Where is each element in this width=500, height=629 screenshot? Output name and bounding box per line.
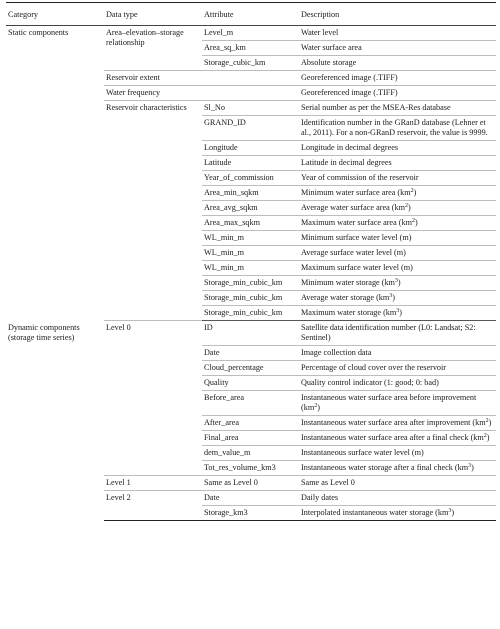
header-attribute: Attribute: [202, 3, 299, 26]
datatype-level1-text: Level 1: [106, 478, 131, 487]
description-cell: Maximum water surface area $(km^2)$: [299, 216, 496, 231]
attribute-cell: [202, 71, 299, 86]
attribute-cell-text: ID: [204, 323, 213, 332]
attribute-cell: [202, 171, 299, 186]
attribute-cell-text: Area_min_sqkm: [204, 188, 259, 197]
attribute-cell: [202, 446, 299, 461]
attribute-cell-text: Before_area: [204, 393, 244, 402]
description-cell: Instantaneous water surface area after improvement $(km^2)$: [299, 416, 496, 431]
attribute-cell-text: Sl_No: [204, 103, 225, 112]
superscript: 2: [483, 433, 487, 439]
data-attributes-table: [6, 2, 496, 521]
superscript: 2: [410, 188, 414, 194]
attribute-cell: [202, 431, 299, 446]
superscript: 3: [394, 278, 398, 284]
description-cell-text: Absolute storage: [301, 58, 357, 67]
datatype-characteristics: [104, 101, 202, 321]
description-cell-text: Maximum water storage (km: [301, 308, 397, 317]
superscript: 2: [485, 418, 489, 424]
attribute-cell-text: Level_m: [204, 28, 234, 37]
description-cell: Instantaneous water surface area before improvement $(km^2)$: [299, 391, 496, 416]
description-cell-text: Same as Level 0: [301, 478, 355, 487]
datatype-frequency-text: Water frequency: [106, 88, 161, 97]
attribute-cell-text: WL_min_m: [204, 233, 245, 242]
description-cell-text: Instantaneous water surface area before improvement (km: [301, 393, 477, 412]
attribute-cell: [202, 506, 299, 521]
description-cell-text: Maximum water surface area (km: [301, 218, 412, 227]
description-cell: [299, 86, 496, 101]
superscript: 3: [468, 463, 472, 469]
superscript: 3: [389, 293, 393, 299]
datatype-extent-text: Reservoir extent: [106, 73, 160, 82]
description-cell: Instantaneous water storage after a final check $(km^3)$: [299, 461, 496, 476]
description-cell: [299, 116, 496, 141]
attribute-cell: [202, 56, 299, 71]
description-cell: Maximum water storage $(km^3)$: [299, 306, 496, 321]
description-cell-text: Image collection data: [301, 348, 372, 357]
attribute-cell: [202, 101, 299, 116]
attribute-cell: [202, 361, 299, 376]
description-cell: [299, 26, 496, 41]
description-cell-text: Georeferenced image (.TIFF): [301, 73, 398, 82]
superscript: 2: [404, 203, 408, 209]
category-static: [6, 26, 104, 321]
header-category: Category: [6, 3, 104, 26]
description-cell-text: Minimum water storage (km: [301, 278, 395, 287]
attribute-cell: [202, 321, 299, 346]
attribute-cell-text: Storage_cubic_km: [204, 58, 266, 67]
description-cell-text: Percentage of cloud cover over the reservoir: [301, 363, 447, 372]
table-body: [6, 26, 496, 521]
attribute-cell: [202, 231, 299, 246]
description-cell: Minimum water storage $(km^3)$: [299, 276, 496, 291]
attribute-cell-text: Same as Level 0: [204, 478, 258, 487]
attribute-cell-text: Storage_min_cubic_km: [204, 278, 283, 287]
attribute-cell-text: Quality: [204, 378, 229, 387]
attribute-cell: [202, 201, 299, 216]
description-cell: Instantaneous water surface area after a final check $(km^2)$: [299, 431, 496, 446]
attribute-cell-text: Longitude: [204, 143, 238, 152]
superscript: 3: [448, 508, 452, 514]
description-cell-text: Serial number as per the MSEA-Res database: [301, 103, 451, 112]
description-cell: [299, 71, 496, 86]
datatype-aer-text: Area–elevation–storage relationship: [106, 28, 184, 47]
description-cell-text: Instantaneous water storage after a final check (km: [301, 463, 469, 472]
attribute-cell-text: Area_avg_sqkm: [204, 203, 258, 212]
datatype-aer: [104, 26, 202, 71]
category-dynamic: [6, 321, 104, 521]
datatype-level0-text: Level 0: [106, 323, 131, 332]
description-cell: [299, 141, 496, 156]
table-row: [6, 26, 496, 41]
attribute-cell: [202, 246, 299, 261]
datatype-extent: [104, 71, 202, 86]
description-cell-text: Instantaneous water surface area after a final check (km: [301, 433, 484, 442]
description-cell: Interpolated instantaneous water storage $(km^3)$: [299, 506, 496, 521]
description-cell-text: Interpolated instantaneous water storage (km: [301, 508, 449, 517]
description-cell-text: Water surface area: [301, 43, 362, 52]
datatype-characteristics-text: Reservoir characteristics: [106, 103, 187, 112]
description-cell: [299, 476, 496, 491]
attribute-cell-text: Area_sq_km: [204, 43, 246, 52]
datatype-level1: [104, 476, 202, 491]
superscript: 2: [411, 218, 415, 224]
description-cell: [299, 231, 496, 246]
attribute-cell: [202, 216, 299, 231]
attribute-cell: [202, 376, 299, 391]
attribute-cell-text: Tot_res_volume_km3: [204, 463, 276, 472]
attribute-cell: [202, 141, 299, 156]
description-cell-text: Latitude in decimal degrees: [301, 158, 392, 167]
description-cell-text: Georeferenced image (.TIFF): [301, 88, 398, 97]
attribute-cell-text: Date: [204, 348, 220, 357]
description-cell-text: Year of commission of the reservoir: [301, 173, 419, 182]
description-cell-text: Daily dates: [301, 493, 339, 502]
attribute-cell: [202, 156, 299, 171]
description-cell-text: Average water surface area (km: [301, 203, 405, 212]
description-cell: [299, 321, 496, 346]
attribute-cell-text: After_area: [204, 418, 239, 427]
datatype-level2-text: Level 2: [106, 493, 131, 502]
description-cell-text: Average surface water level (m): [301, 248, 406, 257]
category-static-text: Static components: [8, 28, 69, 37]
attribute-cell: [202, 291, 299, 306]
description-cell: [299, 346, 496, 361]
table-header-row: [6, 3, 496, 26]
datatype-level2: [104, 491, 202, 521]
description-cell-text: Instantaneous water surface area after improvement (km: [301, 418, 486, 427]
attribute-cell: [202, 261, 299, 276]
description-cell: Average water storage $(km^3)$: [299, 291, 496, 306]
category-dynamic-text: Dynamic components (storage time series): [8, 322, 80, 342]
description-cell-text: Minimum water surface area (km: [301, 188, 411, 197]
attribute-cell-text: GRAND_ID: [204, 118, 246, 127]
description-cell-text: Minimum surface water level (m): [301, 233, 412, 242]
description-cell: [299, 101, 496, 116]
attribute-cell: [202, 116, 299, 141]
description-cell-text: Average water storage (km: [301, 293, 390, 302]
attribute-cell: [202, 491, 299, 506]
attribute-cell: [202, 346, 299, 361]
attribute-cell: [202, 476, 299, 491]
table-row: [6, 321, 496, 346]
description-cell: [299, 446, 496, 461]
attribute-cell: [202, 391, 299, 416]
description-cell-text: Satellite data identification number (L0: Landsat; S2: Sentinel): [301, 323, 476, 342]
attribute-cell-text: Storage_min_cubic_km: [204, 308, 283, 317]
attribute-cell: [202, 276, 299, 291]
description-cell-text: Maximum surface water level (m): [301, 263, 413, 272]
description-cell: Average water surface area $(km^2)$: [299, 201, 496, 216]
attribute-cell-text: Final_area: [204, 433, 239, 442]
description-cell: [299, 156, 496, 171]
attribute-cell: [202, 416, 299, 431]
description-cell-text: Quality control indicator (1: good; 0: bad): [301, 378, 439, 387]
description-cell: [299, 56, 496, 71]
description-cell: [299, 41, 496, 56]
superscript: 2: [314, 403, 318, 409]
datatype-level0: [104, 321, 202, 476]
description-cell: [299, 376, 496, 391]
attribute-cell: [202, 461, 299, 476]
attribute-cell-text: Storage_km3: [204, 508, 248, 517]
attribute-cell: [202, 41, 299, 56]
attribute-cell-text: Date: [204, 493, 220, 502]
description-cell: [299, 246, 496, 261]
description-cell-text: Water level: [301, 28, 339, 37]
description-cell: Minimum water surface area $(km^2)$: [299, 186, 496, 201]
description-cell: [299, 491, 496, 506]
attribute-cell-text: Cloud_percentage: [204, 363, 264, 372]
attribute-cell: [202, 306, 299, 321]
attribute-cell-text: Year_of_commission: [204, 173, 274, 182]
superscript: 3: [396, 308, 400, 314]
attribute-cell-text: dem_value_m: [204, 448, 251, 457]
description-cell-text: Instantaneous surface water level (m): [301, 448, 424, 457]
description-cell: [299, 361, 496, 376]
header-description: Description: [299, 3, 496, 26]
attribute-cell-text: Latitude: [204, 158, 232, 167]
attribute-cell: [202, 26, 299, 41]
datatype-frequency: [104, 86, 202, 101]
description-cell-text: Identification number in the GRanD database (Lehner et al., 2011). For a non-GRanD reservoir, the value is 9999.: [301, 118, 488, 137]
attribute-cell-text: Area_max_sqkm: [204, 218, 260, 227]
attribute-cell-text: WL_min_m: [204, 248, 245, 257]
attribute-cell-text: WL_min_m: [204, 263, 245, 272]
description-cell-text: Longitude in decimal degrees: [301, 143, 399, 152]
description-cell: [299, 171, 496, 186]
attribute-cell: [202, 186, 299, 201]
attribute-cell-text: Storage_min_cubic_km: [204, 293, 283, 302]
description-cell: [299, 261, 496, 276]
attribute-cell: [202, 86, 299, 101]
header-data-type: Data type: [104, 3, 202, 26]
